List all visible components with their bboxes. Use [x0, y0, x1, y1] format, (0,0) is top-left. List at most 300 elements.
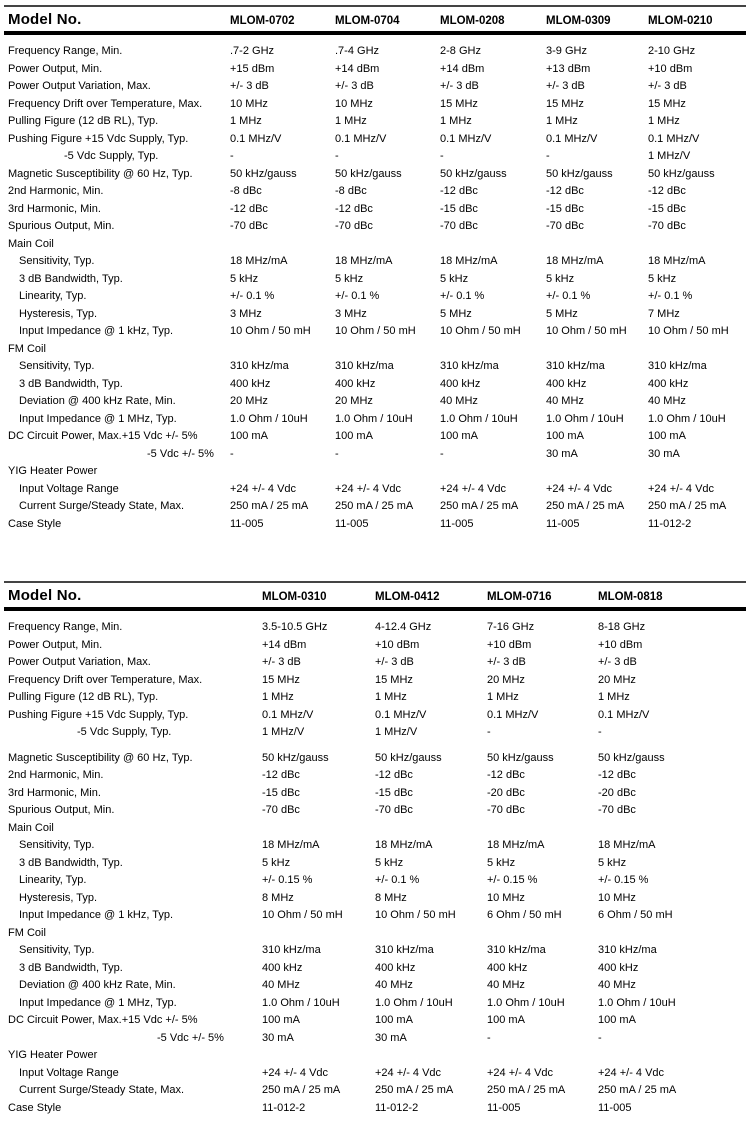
spec-value: -12 dBc	[335, 202, 373, 215]
spec-row	[4, 131, 746, 149]
spec-row	[4, 654, 746, 672]
spec-row	[4, 872, 746, 890]
spec-row	[4, 201, 746, 219]
spec-value: 1 MHz/V	[262, 726, 305, 738]
spec-value: -15 dBc	[546, 202, 584, 215]
spec-value: 5 kHz	[262, 856, 291, 869]
spec-value: 11-005	[598, 1101, 632, 1114]
spec-value: 1 MHz	[546, 115, 578, 127]
row-label: Frequency Drift over Temperature, Max.	[8, 673, 203, 686]
row-label: Linearity, Typ.	[19, 874, 87, 886]
spec-value: 100 mA	[262, 1014, 300, 1026]
spec-row	[4, 323, 746, 341]
spec-value: 1.0 Ohm / 10uH	[262, 996, 340, 1009]
section-header-row	[4, 463, 746, 481]
spec-value: 11-012-2	[375, 1101, 419, 1114]
spec-value: -	[230, 150, 234, 162]
spec-value: 1 MHz/V	[375, 726, 418, 738]
row-label: Power Output Variation, Max.	[8, 656, 151, 668]
row-label: 2nd Harmonic, Min.	[8, 769, 104, 781]
row-label: Input Impedance @ 1 MHz, Typ.	[19, 996, 177, 1009]
spec-value: +10 dBm	[375, 638, 420, 651]
spec-row	[4, 1012, 746, 1030]
spec-table-2	[4, 581, 746, 1117]
spec-value: +24 +/- 4 Vdc	[598, 1066, 665, 1079]
spec-value: 310 kHz/ma	[598, 944, 657, 956]
spec-row	[4, 498, 746, 516]
spec-value: +14 dBm	[335, 62, 380, 75]
spec-value: +/- 3 dB	[375, 656, 414, 668]
spec-value: -12 dBc	[487, 769, 525, 781]
table-2-body	[4, 611, 746, 1117]
spec-row	[4, 785, 746, 803]
spec-value: 5 kHz	[375, 856, 404, 869]
spec-value: 310 kHz/ma	[487, 944, 546, 956]
row-label: Spurious Output, Min.	[8, 804, 115, 816]
section-label: Main Coil	[8, 821, 54, 834]
spec-value: 20 MHz	[598, 673, 636, 686]
spec-value: -12 dBc	[262, 769, 300, 781]
spec-value: -70 dBc	[546, 220, 584, 232]
spec-value: +24 +/- 4 Vdc	[546, 482, 613, 495]
model-column-header: MLOM-0309	[546, 15, 611, 27]
table-1-header-row	[4, 5, 746, 35]
row-label: 3rd Harmonic, Min.	[8, 786, 101, 799]
spec-value: -12 dBc	[230, 202, 268, 215]
spec-value: -12 dBc	[375, 769, 413, 781]
spec-value: 1.0 Ohm / 10uH	[648, 412, 726, 425]
spec-row	[4, 61, 746, 79]
spec-value: +14 dBm	[440, 62, 485, 75]
spec-value: 50 kHz/gauss	[546, 167, 613, 180]
spec-value: 11-012-2	[648, 517, 692, 530]
spec-value: 1 MHz	[487, 691, 519, 703]
spec-value: 15 MHz	[648, 97, 686, 110]
spec-value: 250 mA / 25 mA	[262, 1084, 341, 1096]
spec-value: 20 MHz	[335, 395, 373, 407]
spec-value: 30 mA	[546, 447, 578, 460]
spec-value: 400 kHz	[546, 377, 587, 390]
spec-value: +/- 0.1 %	[335, 290, 380, 302]
spec-value: 310 kHz/ma	[262, 944, 321, 956]
spec-value: 40 MHz	[487, 979, 525, 991]
spec-value: 1.0 Ohm / 10uH	[546, 412, 624, 425]
spec-row	[4, 376, 746, 394]
spec-value: 400 kHz	[335, 377, 376, 390]
spec-row	[4, 78, 746, 96]
spec-value: +24 +/- 4 Vdc	[648, 482, 715, 495]
row-label: Pushing Figure +15 Vdc Supply, Typ.	[8, 132, 189, 145]
spec-value: 10 Ohm / 50 mH	[440, 325, 521, 337]
spec-value: +24 +/- 4 Vdc	[335, 482, 402, 495]
row-label: Hysteresis, Typ.	[19, 891, 98, 904]
spec-value: 40 MHz	[262, 979, 300, 991]
spec-value: 4-12.4 GHz	[375, 621, 432, 633]
spec-row	[4, 1065, 746, 1083]
spec-value: 11-005	[440, 517, 474, 530]
row-label: DC Circuit Power, Max.+15 Vdc +/- 5%	[8, 1014, 198, 1026]
spec-value: -	[440, 150, 444, 162]
spec-value: -20 dBc	[487, 786, 525, 799]
spec-value: 400 kHz	[598, 961, 639, 974]
spec-value: 0.1 MHz/V	[648, 132, 700, 145]
row-label: Magnetic Susceptibility @ 60 Hz, Typ.	[8, 751, 193, 764]
spec-row	[4, 1030, 746, 1048]
spec-row	[4, 890, 746, 908]
spec-value: +/- 3 dB	[440, 80, 479, 92]
spec-row	[4, 619, 746, 637]
spec-value: 11-005	[230, 517, 264, 530]
spec-row	[4, 750, 746, 768]
spec-value: +/- 0.15 %	[598, 874, 649, 886]
spec-value: 15 MHz	[546, 97, 584, 110]
row-label: -5 Vdc Supply, Typ.	[64, 150, 159, 162]
spec-value: 18 MHz/mA	[230, 255, 288, 267]
row-label: DC Circuit Power, Max.+15 Vdc +/- 5%	[8, 430, 198, 442]
spec-value: 50 kHz/gauss	[375, 751, 442, 764]
spec-row	[4, 855, 746, 873]
spec-value: 10 Ohm / 50 mH	[648, 325, 729, 337]
spec-value: 15 MHz	[262, 673, 300, 686]
spec-value: 400 kHz	[440, 377, 481, 390]
spec-value: 18 MHz/mA	[546, 255, 604, 267]
spec-value: -70 dBc	[598, 804, 636, 816]
spec-value: 40 MHz	[440, 395, 478, 407]
spec-value: -12 dBc	[648, 185, 686, 197]
spec-value: +24 +/- 4 Vdc	[262, 1066, 329, 1079]
spec-row	[4, 253, 746, 271]
spec-value: 8-18 GHz	[598, 621, 646, 633]
spec-value: 5 kHz	[648, 272, 677, 285]
table-2-header-row	[4, 581, 746, 611]
row-label: Case Style	[8, 517, 62, 530]
spec-value: 1 MHz/V	[648, 150, 691, 162]
section-header-row	[4, 341, 746, 359]
spec-value: +/- 0.15 %	[487, 874, 538, 886]
spec-value: 11-012-2	[262, 1101, 306, 1114]
row-label: Power Output, Min.	[8, 638, 103, 651]
row-label: -5 Vdc Supply, Typ.	[77, 726, 172, 738]
spec-value: +/- 3 dB	[335, 80, 374, 92]
spec-value: 250 mA / 25 mA	[487, 1084, 566, 1096]
spec-row	[4, 977, 746, 995]
spec-value: 3.5-10.5 GHz	[262, 621, 328, 633]
spec-value: +10 dBm	[598, 638, 643, 651]
spec-row	[4, 411, 746, 429]
spec-row	[4, 428, 746, 446]
row-label: 3 dB Bandwidth, Typ.	[19, 961, 123, 974]
spec-value: 6 Ohm / 50 mH	[487, 909, 562, 921]
spec-value: 2-8 GHz	[440, 45, 481, 57]
spec-value: 1 MHz	[440, 115, 472, 127]
spec-value: +/- 0.1 %	[546, 290, 591, 302]
spec-value: 18 MHz/mA	[440, 255, 498, 267]
spec-value: 250 mA / 25 mA	[598, 1084, 677, 1096]
spec-value: 7-16 GHz	[487, 621, 535, 633]
spec-value: 15 MHz	[440, 97, 478, 110]
spec-value: 11-005	[546, 517, 580, 530]
spec-row	[4, 689, 746, 707]
spec-value: -12 dBc	[546, 185, 584, 197]
spec-value: 1 MHz	[335, 115, 367, 127]
spec-value: -	[230, 447, 234, 460]
spec-value: 5 kHz	[598, 856, 627, 869]
row-label: Input Voltage Range	[19, 482, 119, 495]
spec-value: 250 mA / 25 mA	[335, 500, 414, 512]
row-label: Frequency Drift over Temperature, Max.	[8, 97, 203, 110]
spec-value: +/- 0.1 %	[648, 290, 693, 302]
model-column-header: MLOM-0818	[598, 591, 663, 603]
spec-value: 10 Ohm / 50 mH	[546, 325, 627, 337]
spec-value: 6 Ohm / 50 mH	[598, 909, 673, 921]
spec-value: -12 dBc	[440, 185, 478, 197]
spec-value: 250 mA / 25 mA	[440, 500, 519, 512]
spec-value: 3-9 GHz	[546, 45, 587, 57]
spec-row	[4, 113, 746, 131]
spec-table-1	[4, 5, 746, 533]
model-column-header: MLOM-0208	[440, 15, 505, 27]
spec-value: 50 kHz/gauss	[648, 167, 715, 180]
spec-value: 50 kHz/gauss	[487, 751, 554, 764]
spec-value: 250 mA / 25 mA	[546, 500, 625, 512]
spec-value: 250 mA / 25 mA	[648, 500, 727, 512]
row-label: Deviation @ 400 kHz Rate, Min.	[19, 395, 176, 407]
spec-value: 18 MHz/mA	[648, 255, 706, 267]
spec-value: 100 mA	[375, 1014, 413, 1026]
spec-value: -70 dBc	[335, 220, 373, 232]
row-label: 3 dB Bandwidth, Typ.	[19, 377, 123, 390]
spec-row	[4, 481, 746, 499]
spec-value: +10 dBm	[648, 62, 693, 75]
spec-value: 0.1 MHz/V	[335, 132, 387, 145]
row-label: Input Voltage Range	[19, 1066, 119, 1079]
spec-value: 10 Ohm / 50 mH	[262, 909, 343, 921]
spec-value: 10 Ohm / 50 mH	[230, 325, 311, 337]
spec-value: -	[487, 726, 491, 738]
spec-value: -12 dBc	[598, 769, 636, 781]
row-label: Power Output Variation, Max.	[8, 80, 151, 92]
spec-value: -70 dBc	[230, 220, 268, 232]
spec-value: .7-2 GHz	[230, 45, 275, 57]
spec-row	[4, 802, 746, 820]
spec-value: 0.1 MHz/V	[230, 132, 282, 145]
spec-value: 3 MHz	[335, 307, 367, 320]
spec-value: 100 mA	[440, 430, 478, 442]
spec-value: 50 kHz/gauss	[335, 167, 402, 180]
spec-value: 1.0 Ohm / 10uH	[487, 996, 565, 1009]
row-label: Current Surge/Steady State, Max.	[19, 500, 185, 512]
spec-value: 5 kHz	[230, 272, 259, 285]
row-label: Sensitivity, Typ.	[19, 255, 95, 267]
spec-value: 250 mA / 25 mA	[375, 1084, 454, 1096]
spec-value: 5 kHz	[487, 856, 516, 869]
spec-value: 10 Ohm / 50 mH	[335, 325, 416, 337]
model-column-header: MLOM-0704	[335, 15, 400, 27]
spec-value: 5 MHz	[440, 307, 472, 320]
spec-value: 100 mA	[648, 430, 686, 442]
spec-value: 400 kHz	[230, 377, 271, 390]
row-label: 3 dB Bandwidth, Typ.	[19, 856, 123, 869]
spec-value: 7 MHz	[648, 307, 680, 320]
spec-row	[4, 942, 746, 960]
spec-row	[4, 183, 746, 201]
section-label: YIG Heater Power	[8, 465, 98, 477]
spec-value: 40 MHz	[648, 395, 686, 407]
spec-value: 8 MHz	[375, 891, 407, 904]
spec-value: +24 +/- 4 Vdc	[230, 482, 297, 495]
spec-row	[4, 148, 746, 166]
row-label: Input Impedance @ 1 kHz, Typ.	[19, 909, 174, 921]
spec-row	[4, 995, 746, 1013]
spec-value: 10 MHz	[230, 97, 268, 110]
row-label: 2nd Harmonic, Min.	[8, 185, 104, 197]
row-label: Input Impedance @ 1 MHz, Typ.	[19, 412, 177, 425]
spec-value: 5 kHz	[335, 272, 364, 285]
spec-value: 100 mA	[598, 1014, 636, 1026]
spec-row	[4, 43, 746, 61]
spec-value: +14 dBm	[262, 638, 307, 651]
spec-value: 1 MHz	[262, 691, 294, 703]
model-column-header: MLOM-0210	[648, 15, 713, 27]
spec-value: -	[487, 1031, 491, 1044]
spec-value: +13 dBm	[546, 62, 591, 75]
spec-row	[4, 446, 746, 464]
spec-value: -70 dBc	[440, 220, 478, 232]
section-label: YIG Heater Power	[8, 1049, 98, 1061]
spec-value: 0.1 MHz/V	[546, 132, 598, 145]
section-label: Main Coil	[8, 237, 54, 250]
spec-value: 18 MHz/mA	[335, 255, 393, 267]
spec-value: 0.1 MHz/V	[487, 708, 539, 721]
spec-value: -	[598, 1031, 602, 1044]
spec-value: 18 MHz/mA	[487, 839, 545, 851]
spec-value: 18 MHz/mA	[598, 839, 656, 851]
spec-value: 50 kHz/gauss	[598, 751, 665, 764]
spec-value: +/- 3 dB	[546, 80, 585, 92]
row-label: 3rd Harmonic, Min.	[8, 202, 101, 215]
model-column-header: MLOM-0310	[262, 591, 327, 603]
spec-value: 30 mA	[648, 447, 680, 460]
spec-value: 10 Ohm / 50 mH	[375, 909, 456, 921]
spec-value: 310 kHz/ma	[335, 360, 394, 372]
spec-value: 100 mA	[230, 430, 268, 442]
spec-value: 400 kHz	[648, 377, 689, 390]
spec-value: 0.1 MHz/V	[598, 708, 650, 721]
spec-row	[4, 1100, 746, 1118]
spec-value: -70 dBc	[262, 804, 300, 816]
row-label: Sensitivity, Typ.	[19, 944, 95, 956]
spec-value: 0.1 MHz/V	[375, 708, 427, 721]
spec-value: 0.1 MHz/V	[262, 708, 314, 721]
spec-value: 15 MHz	[375, 673, 413, 686]
spec-value: 50 kHz/gauss	[440, 167, 507, 180]
row-label: Sensitivity, Typ.	[19, 839, 95, 851]
spec-value: 250 mA / 25 mA	[230, 500, 309, 512]
row-label: 3 dB Bandwidth, Typ.	[19, 272, 123, 285]
spec-value: 40 MHz	[598, 979, 636, 991]
spec-value: +/- 0.15 %	[262, 874, 313, 886]
spec-value: +/- 0.1 %	[375, 874, 420, 886]
spacer-row	[4, 742, 746, 750]
row-label: -5 Vdc +/- 5%	[147, 447, 214, 460]
row-label: Input Impedance @ 1 kHz, Typ.	[19, 325, 174, 337]
row-label: Current Surge/Steady State, Max.	[19, 1084, 185, 1096]
spec-value: -15 dBc	[648, 202, 686, 215]
spec-value: -8 dBc	[230, 185, 262, 197]
spec-value: 20 MHz	[230, 395, 268, 407]
spec-value: .7-4 GHz	[335, 45, 380, 57]
spec-row	[4, 96, 746, 114]
spec-value: 1.0 Ohm / 10uH	[598, 996, 676, 1009]
row-label: Deviation @ 400 kHz Rate, Min.	[19, 979, 176, 991]
spec-value: +24 +/- 4 Vdc	[440, 482, 507, 495]
row-label: Power Output, Min.	[8, 62, 103, 75]
row-label: Case Style	[8, 1101, 62, 1114]
row-label: Pushing Figure +15 Vdc Supply, Typ.	[8, 708, 189, 721]
row-label: Sensitivity, Typ.	[19, 360, 95, 372]
spec-value: 400 kHz	[487, 961, 528, 974]
spec-value: +/- 3 dB	[262, 656, 301, 668]
spec-value: -20 dBc	[598, 786, 636, 799]
spec-value: 18 MHz/mA	[375, 839, 433, 851]
model-column-header: MLOM-0412	[375, 591, 440, 603]
spec-value: -15 dBc	[440, 202, 478, 215]
spec-value: 40 MHz	[546, 395, 584, 407]
spec-value: 400 kHz	[262, 961, 303, 974]
spec-value: -	[598, 726, 602, 738]
row-label: Pulling Figure (12 dB RL), Typ.	[8, 691, 159, 703]
spec-row	[4, 358, 746, 376]
row-label: Frequency Range, Min.	[8, 621, 123, 633]
row-label: Spurious Output, Min.	[8, 220, 115, 232]
spec-value: 0.1 MHz/V	[440, 132, 492, 145]
spec-value: 50 kHz/gauss	[230, 167, 297, 180]
section-header-row	[4, 925, 746, 943]
spec-row	[4, 837, 746, 855]
spec-value: 40 MHz	[375, 979, 413, 991]
spec-row	[4, 907, 746, 925]
spec-value: 310 kHz/ma	[230, 360, 289, 372]
spec-value: +15 dBm	[230, 62, 275, 75]
spec-value: 1 MHz	[598, 691, 630, 703]
spec-value: 1 MHz	[375, 691, 407, 703]
row-label: Frequency Range, Min.	[8, 45, 123, 57]
spec-value: 310 kHz/ma	[440, 360, 499, 372]
spec-value: +/- 3 dB	[487, 656, 526, 668]
spec-row	[4, 288, 746, 306]
spec-value: 11-005	[335, 517, 369, 530]
spec-value: -8 dBc	[335, 185, 367, 197]
spec-value: -70 dBc	[648, 220, 686, 232]
spec-value: 11-005	[487, 1101, 521, 1114]
row-label: Hysteresis, Typ.	[19, 307, 98, 320]
spec-value: +/- 0.1 %	[230, 290, 275, 302]
model-no-label: Model No.	[8, 587, 82, 604]
spec-value: +24 +/- 4 Vdc	[487, 1066, 554, 1079]
spec-value: 5 kHz	[440, 272, 469, 285]
section-header-row	[4, 820, 746, 838]
spec-row	[4, 707, 746, 725]
spec-row	[4, 637, 746, 655]
spec-value: 30 mA	[375, 1031, 407, 1044]
model-no-label: Model No.	[8, 11, 82, 28]
row-label: Pulling Figure (12 dB RL), Typ.	[8, 115, 159, 127]
spec-value: 310 kHz/ma	[546, 360, 605, 372]
spec-value: 1.0 Ohm / 10uH	[440, 412, 518, 425]
spec-value: 10 MHz	[487, 891, 525, 904]
spec-value: 310 kHz/ma	[375, 944, 434, 956]
spec-value: -15 dBc	[262, 786, 300, 799]
